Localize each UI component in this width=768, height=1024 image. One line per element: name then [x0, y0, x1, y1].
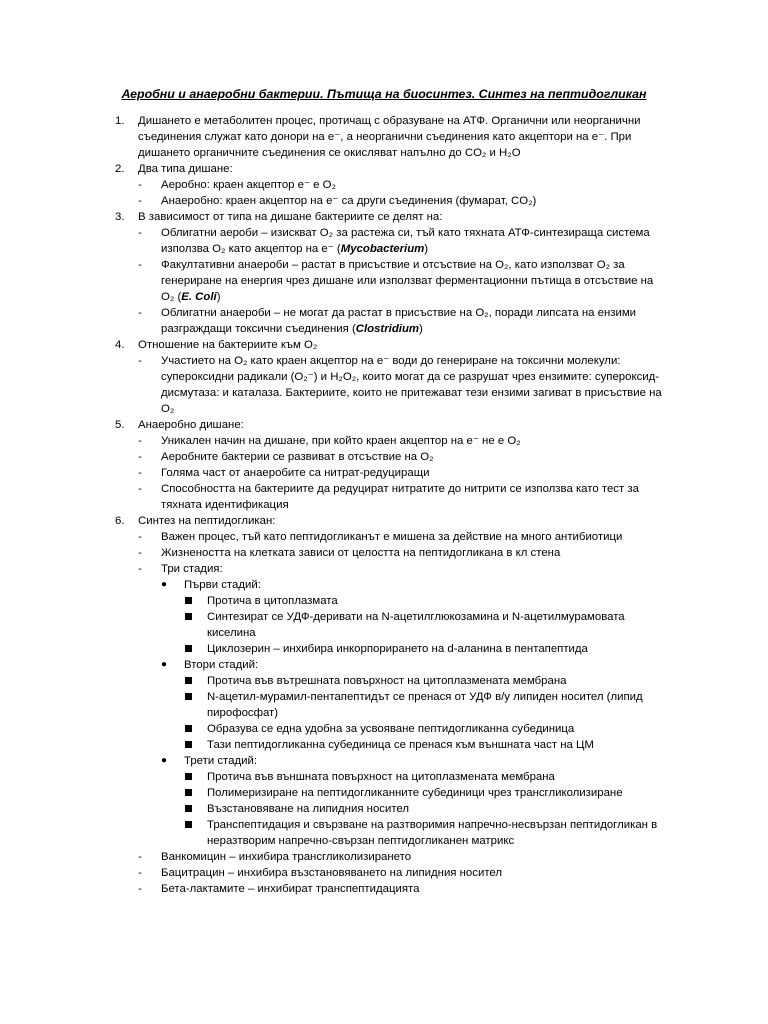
sub-item-text: Облигатни аероби – изискват O₂ за растежа си, тъй като тяхната АТФ-синтезираща система — [161, 227, 650, 239]
square-bullet-icon — [185, 773, 192, 780]
sub-item-text: дисмутаза: и каталаза. Бактериите, които не притежават тези ензими загиват в присъствие на — [161, 387, 662, 399]
sub-item-text: Бацитрацин – инхибира възстановяването на липидния носител — [161, 867, 503, 879]
stage-point: Полимеризиране на пептидогликанните субединици чрез трансгликолизиране — [207, 787, 623, 799]
stage-label: Втори стадий: — [184, 659, 259, 671]
square-bullet-icon — [185, 741, 192, 748]
sub-item-text: Облигатни анаероби – не могат да растат в присъствие на O₂, поради липсата на ензими — [161, 307, 637, 319]
sub-item-text: Аеробно: краен акцептор е⁻ е O₂ — [161, 179, 336, 191]
stage-point: Циклозерин – инхибира инкорпорирането на d-аланина в пентапептида — [207, 643, 588, 655]
sub-item-text: Способността на бактериите да редуцират нитратите до нитрити се използва като тест за — [161, 483, 639, 495]
dash-marker: - — [138, 867, 142, 879]
item-number: 3. — [115, 211, 125, 223]
sub-item-text: използва O₂ като акцептор на е⁻ (Mycobacterium) — [161, 243, 429, 255]
sub-item-text: Факултативни анаероби – растат в присъствие и отсъствие на O₂, като използват O₂ за — [161, 259, 625, 271]
stage-point: Възстановяване на липидния носител — [207, 803, 410, 815]
square-bullet-icon — [185, 821, 192, 828]
item-number: 4. — [115, 339, 125, 351]
dash-marker: - — [138, 451, 142, 463]
dash-marker: - — [138, 467, 142, 479]
square-bullet-icon — [185, 613, 192, 620]
dash-marker: - — [138, 483, 142, 495]
list-item-6 — [0, 513, 768, 529]
square-bullet-icon — [185, 693, 192, 700]
item-number: 1. — [115, 115, 125, 127]
stage-label: Трети стадий: — [184, 755, 258, 767]
item-text: Отношение на бактериите към O₂ — [138, 339, 318, 351]
sub-item-text: Жизнеността на клетката зависи от целостта на пептидогликана в кл стена — [161, 547, 561, 559]
dash-marker: - — [138, 851, 142, 863]
stage-point: Протича в цитоплазмата — [207, 595, 338, 607]
dash-marker: - — [138, 259, 142, 271]
list-item-1 — [0, 113, 768, 129]
square-bullet-icon — [185, 789, 192, 796]
item-number: 2. — [115, 163, 125, 175]
sub-item-text: Ванкомицин – инхибира трансгликолизирането — [161, 851, 412, 863]
bullet-marker: ● — [161, 579, 168, 590]
item-text: Дишането е метаболитен процес, протичащ с образуване на АТФ. Органични или неорганични — [138, 115, 641, 127]
stage-point: пирофосфат) — [207, 707, 279, 719]
sub-item-text: Бета-лактамите – инхибират транспептидацията — [161, 883, 420, 895]
dash-marker: - — [138, 355, 142, 367]
stage-point: киселина — [207, 627, 256, 639]
dash-marker: - — [138, 195, 142, 207]
stage-point: Синтезират се УДФ-деривати на N-ацетилглюкозамина и N-ацетилмурамовата — [207, 611, 625, 623]
stage-point: Образува се една удобна за усвояване пептидогликанна субединица — [207, 723, 575, 735]
square-bullet-icon — [185, 805, 192, 812]
bullet-marker: ● — [161, 755, 168, 766]
bullet-marker: ● — [161, 659, 168, 670]
sub-item-text: генериране на енергия чрез дишане или използват ферментационни пътища в отсъствие на — [161, 275, 654, 287]
dash-marker: - — [138, 563, 142, 575]
stage-point: Транспептидация и свързване на разтворимия напречно-несвързан пептидогликан в — [207, 819, 658, 831]
list-item-2 — [0, 161, 768, 177]
square-bullet-icon — [185, 645, 192, 652]
item-number: 5. — [115, 419, 125, 431]
sub-item-text: Важен процес, тъй като пептидогликанът е мишена за действие на много антибиотици — [161, 531, 623, 543]
stage-point: неразтворим напречно-свързан пептидогликанен матрикс — [207, 835, 515, 847]
item-text: Два типа дишане: — [138, 163, 233, 175]
square-bullet-icon — [185, 725, 192, 732]
document-body — [0, 113, 768, 897]
item-text: В зависимост от типа на дишане бактериите се делят на: — [138, 211, 443, 223]
list-item-3 — [0, 209, 768, 225]
stage-point: Тази пептидогликанна субединица се пренася към външната част на ЦМ — [207, 739, 594, 751]
stage-point: Протича във външната повърхност на цитоплазмената мембрана — [207, 771, 555, 783]
document-title: Аеробни и анаеробни бактерии. Пътища на биосинтез. Синтез на пептидогликан — [121, 87, 647, 101]
list-item-5 — [0, 417, 768, 433]
dash-marker: - — [138, 435, 142, 447]
item-text: съединения служат като донори на е⁻, а неорганични съединения като акцептори на е⁻. При — [138, 131, 632, 143]
sub-item-text: Аеробните бактерии се развиват в отсъствие на O₂ — [161, 451, 434, 463]
sub-item-text: O₂ (E. Coli) — [161, 291, 221, 303]
square-bullet-icon — [185, 677, 192, 684]
stage-point: N-ацетил-мурамил-пентапептидът се пренася от УДФ в/у липиден носител (липид — [207, 691, 643, 703]
stage-label: Първи стадий: — [184, 579, 261, 591]
dash-marker: - — [138, 883, 142, 895]
sub-item-text: Три стадия: — [161, 563, 223, 575]
sub-item-text: Голяма част от анаеробите са нитрат-редуциращи — [161, 467, 430, 479]
dash-marker: - — [138, 227, 142, 239]
sub-item-text: O₂ — [161, 403, 175, 415]
stage-point: Протича във вътрешната повърхност на цитоплазмената мембрана — [207, 675, 567, 687]
dash-marker: - — [138, 531, 142, 543]
dash-marker: - — [138, 179, 142, 191]
item-number: 6. — [115, 515, 125, 527]
sub-item-text: тяхната идентификация — [161, 499, 289, 511]
square-bullet-icon — [185, 597, 192, 604]
sub-item-text: Анаеробно: краен акцептор на е⁻ са други съединения (фумарат, CO₂) — [161, 195, 537, 207]
sub-item-text: Уникален начин на дишане, при който краен акцептор на е⁻ не е O₂ — [161, 435, 521, 447]
item-text: Анаеробно дишане: — [138, 419, 244, 431]
sub-item-text: супероксидни радикали (O₂⁻) и H₂O₂, които могат да се разрушат чрез ензимите: супероксид- — [161, 371, 660, 383]
item-text: Синтез на пептидогликан: — [138, 515, 276, 527]
sub-item-text: разграждащи токсични съединения (Clostridium) — [161, 323, 423, 335]
dash-marker: - — [138, 547, 142, 559]
sub-item-text: Участието на O₂ като краен акцептор на е⁻ води до генериране на токсични молекули: — [161, 355, 621, 367]
item-text: дишането органичните съединения се окисляват напълно до CO₂ и H₂O — [138, 147, 521, 159]
dash-marker: - — [138, 307, 142, 319]
list-item-4 — [0, 337, 768, 353]
